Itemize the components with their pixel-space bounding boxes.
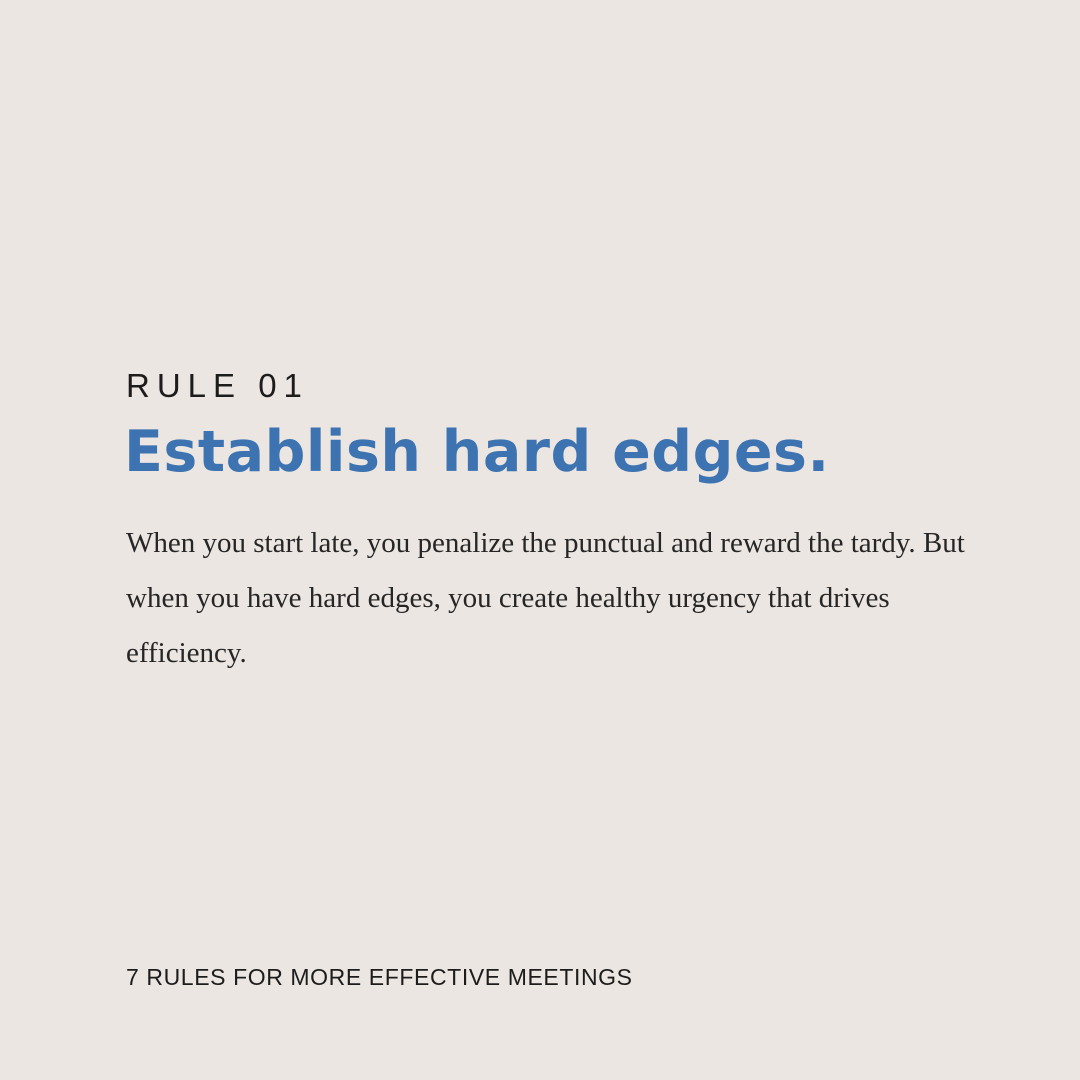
rule-number-label: RULE 01 bbox=[126, 367, 309, 404]
rule-title: Establish hard edges. bbox=[124, 419, 830, 485]
series-title-footer: 7 RULES FOR MORE EFFECTIVE MEETINGS bbox=[126, 964, 633, 990]
rule-body-text: When you start late, you penalize the punctual and reward the tardy. But when you have hard edges, you create healthy urgency that drives efficiency. bbox=[126, 527, 965, 669]
